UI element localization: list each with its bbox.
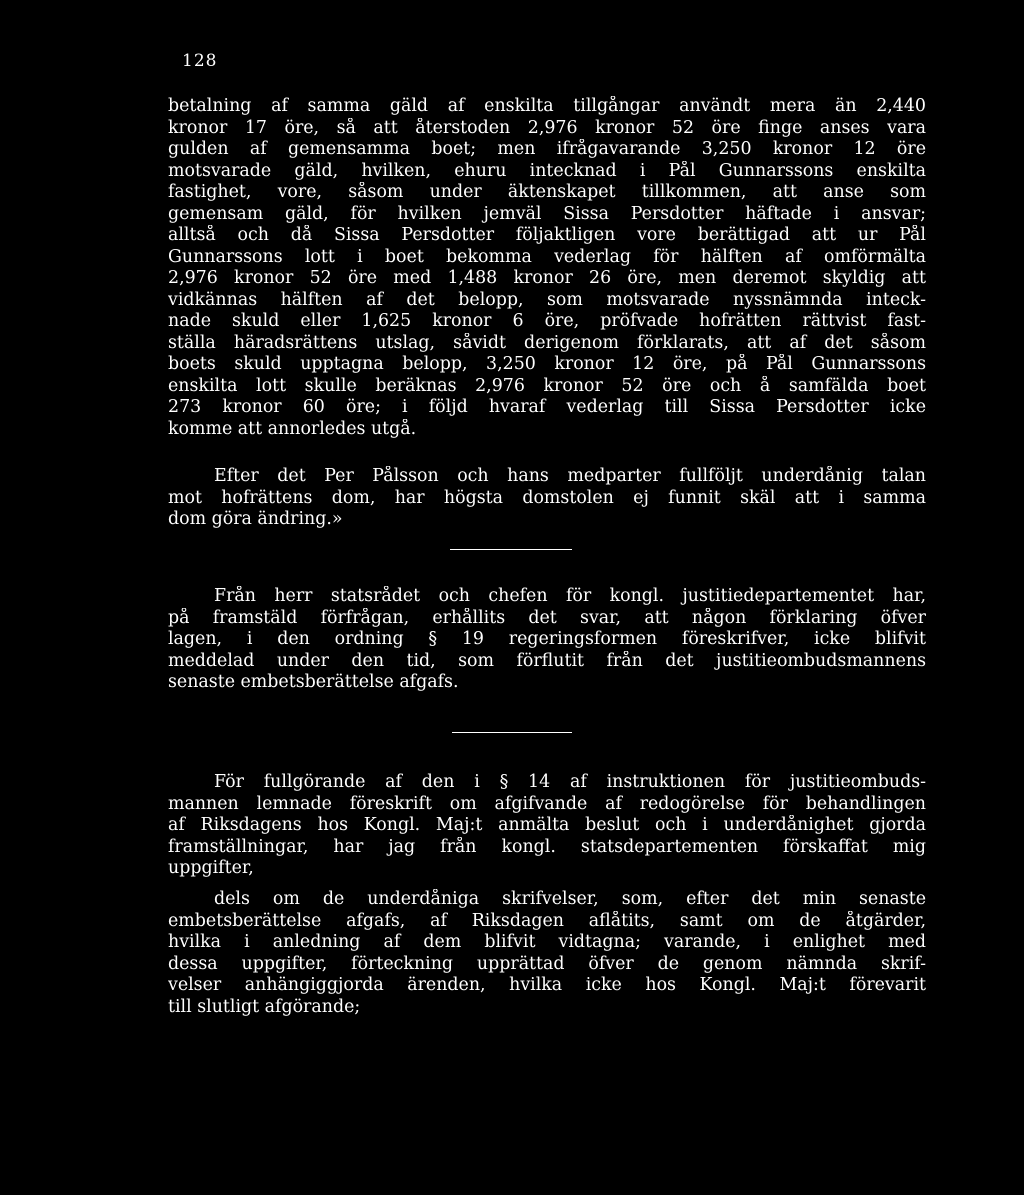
paragraph-justice-department: [168, 586, 926, 694]
paragraph-supreme-court: [168, 466, 926, 531]
paragraph-dels-om: [168, 889, 926, 1018]
text-line: fastighet, vore, såsom under äktenskapet tillkommen, att anse som: [168, 182, 926, 202]
paragraph-court-ruling: [168, 96, 926, 440]
section-divider: [452, 732, 572, 733]
text-line: velser anhängiggjorda ärenden, hvilka icke hos Kongl. Maj:t förevarit: [168, 975, 926, 995]
text-line: senaste embetsberättelse afgafs.: [168, 672, 459, 692]
text-line: mot hofrättens dom, har högsta domstolen ej funnit skäl att i samma: [168, 487, 926, 508]
text-line: meddelad under den tid, som förflutit från det justitieombudsmannens: [168, 650, 926, 671]
text-line: dessa uppgifter, förteckning upprättad öfver de genom nämnda skrif-: [168, 953, 926, 974]
text-line: enskilta lott skulle beräknas 2,976 kronor 52 öre och å samfälda boet: [168, 375, 926, 396]
text-line: betalning af samma gäld af enskilta tillgångar användt mera än 2,440: [168, 96, 926, 116]
page-number: 128: [182, 51, 218, 71]
text-line: 273 kronor 60 öre; i följd hvaraf vederlag till Sissa Persdotter icke: [168, 397, 926, 417]
text-line: mannen lemnade föreskrift om afgifvande af redogörelse för behandlingen: [168, 793, 926, 814]
text-line: Från herr statsrådet och chefen för kongl. justitiedepartementet har,: [214, 586, 926, 606]
text-line: gemensam gäld, för hvilken jemväl Sissa Persdotter häftade i ansvar;: [168, 203, 926, 224]
text-line: hvilka i anledning af dem blifvit vidtagna; varande, i enlighet med: [168, 932, 926, 952]
text-line: ställa häradsrättens utslag, såvidt derigenom förklarats, att af det såsom: [168, 332, 926, 353]
text-line: komme att annorledes utgå.: [168, 418, 417, 439]
text-line: gulden af gemensamma boet; men ifrågavarande 3,250 kronor 12 öre: [168, 139, 926, 159]
text-line: alltså och då Sissa Persdotter följaktligen vore berättigad att ur Pål: [168, 225, 926, 245]
text-line: kronor 17 öre, så att återstoden 2,976 kronor 52 öre finge anses vara: [168, 117, 926, 138]
text-line: dels om de underdåniga skrifvelser, som, efter det min senaste: [214, 889, 926, 909]
text-line: För fullgörande af den i § 14 af instruktionen för justitieombuds-: [214, 772, 926, 792]
text-line: framställningar, har jag från kongl. statsdepartementen förskaffat mig: [168, 836, 926, 857]
text-line: motsvarade gäld, hvilken, ehuru intecknad i Pål Gunnarssons enskilta: [168, 160, 926, 181]
document-page: [168, 0, 926, 1195]
text-line: boets skuld upptagna belopp, 3,250 kronor 12 öre, på Pål Gunnarssons: [168, 354, 926, 374]
text-line: till slutligt afgörande;: [168, 996, 361, 1017]
text-line: nade skuld eller 1,625 kronor 6 öre, pröfvade hofrätten rättvist fast-: [168, 311, 926, 331]
text-line: af Riksdagens hos Kongl. Maj:t anmälta beslut och i underdånighet gjorda: [168, 815, 926, 835]
text-line: lagen, i den ordning § 19 regeringsformen föreskrifver, icke blifvit: [168, 629, 926, 649]
text-line: på framstäld förfrågan, erhållits det svar, att någon förklaring öfver: [168, 607, 926, 628]
text-line: dom göra ändring.»: [168, 509, 343, 529]
paragraph-instruction: [168, 772, 926, 880]
text-line: 2,976 kronor 52 öre med 1,488 kronor 26 öre, men deremot skyldig att: [168, 268, 926, 288]
text-line: vidkännas hälften af det belopp, som motsvarade nyssnämnda inteck-: [168, 289, 926, 310]
text-line: embetsberättelse afgafs, af Riksdagen aflåtits, samt om de åtgärder,: [168, 910, 926, 931]
text-line: Efter det Per Pålsson och hans medparter fullföljt underdånig talan: [214, 466, 926, 486]
section-divider: [450, 549, 572, 550]
text-line: Gunnarssons lott i boet bekomma vederlag för hälften af omförmälta: [168, 246, 926, 267]
text-line: uppgifter,: [168, 858, 254, 878]
